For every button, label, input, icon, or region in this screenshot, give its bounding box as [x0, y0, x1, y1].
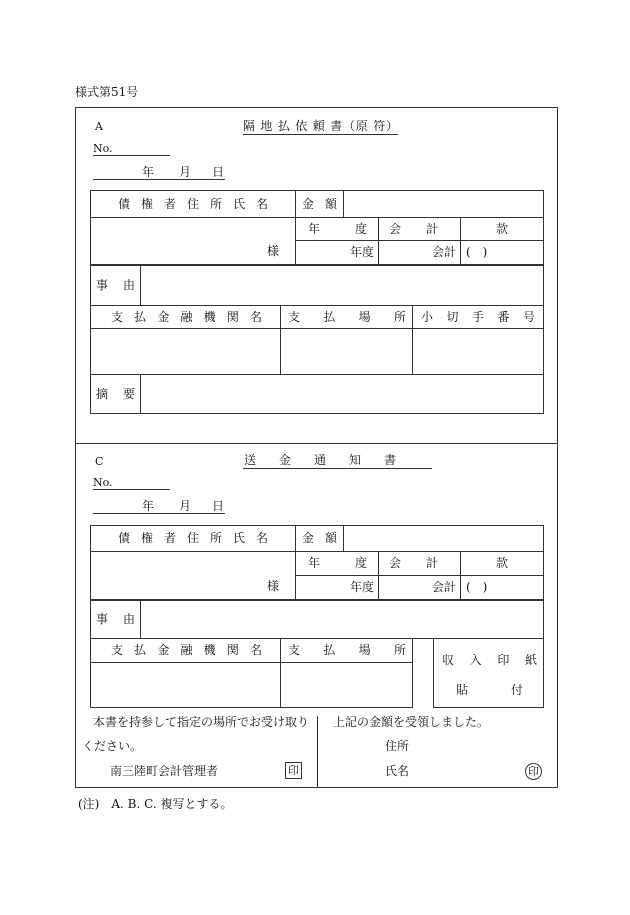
c-receipt-statement: 上記の金額を受領しました。	[333, 715, 490, 729]
a-date-line	[93, 165, 225, 180]
c-bank-value-cell	[90, 662, 281, 708]
a-check-number-value-cell	[412, 328, 544, 375]
a-place-header: 支 払 場 所	[280, 305, 413, 329]
c-creditor-name-cell	[90, 551, 296, 600]
c-honorific: 様	[267, 579, 280, 593]
a-date-month: 月	[179, 165, 192, 179]
a-title: 隔 地 払 依 頼 書（原 符）	[243, 119, 398, 133]
c-revenue-stamp-line2: 貼 付	[456, 683, 523, 697]
c-date-day: 日	[212, 499, 225, 513]
a-section-letter: A	[95, 120, 103, 133]
c-account-header: 会 計	[378, 551, 461, 576]
a-creditor-header: 債 権 者 住 所 氏 名	[90, 190, 296, 218]
c-amount-value-cell	[343, 525, 544, 552]
a-item-cell: ( )	[460, 240, 544, 265]
a-honorific: 様	[267, 244, 280, 258]
c-reason-label: 事 由	[90, 600, 141, 639]
c-fiscal-year-header: 年 度	[295, 551, 379, 576]
a-check-number-header: 小 切 手 番 号	[412, 305, 544, 329]
c-section-letter: C	[95, 455, 104, 468]
footnote: (注) A. B. C. 複写とする。	[78, 797, 233, 811]
c-date-month: 月	[179, 499, 192, 513]
a-summary-label: 摘 要	[90, 374, 141, 414]
a-account-header: 会 計	[378, 217, 461, 241]
a-fiscal-year-cell: 年度	[295, 240, 379, 265]
c-place-header: 支 払 場 所	[280, 638, 413, 663]
c-bottom-vertical-divider	[317, 716, 318, 787]
a-account-cell: 会計	[378, 240, 461, 265]
a-amount-label: 金 額	[295, 190, 344, 218]
a-creditor-name-cell	[90, 217, 296, 265]
a-amount-value-cell	[343, 190, 544, 218]
c-title: 送 金 通 知 書	[243, 453, 432, 469]
c-revenue-stamp-line1: 収 入 印 紙	[442, 653, 537, 667]
section-divider	[75, 443, 558, 444]
issuer-seal-icon: 印	[285, 762, 302, 779]
c-amount-label: 金 額	[295, 525, 344, 552]
c-place-value-cell	[280, 662, 413, 708]
a-no-label: No.	[93, 142, 170, 156]
recipient-seal-icon: 印	[525, 763, 542, 780]
c-instructions-line1: 本書を持参して指定の場所でお受け取り	[93, 715, 310, 729]
form-number: 様式第51号	[75, 85, 139, 99]
a-summary-value-cell	[140, 374, 544, 414]
c-date-line	[93, 499, 225, 514]
c-reason-value-cell	[140, 600, 544, 639]
c-date-year: 年	[142, 499, 155, 513]
c-no-label: No.	[93, 476, 170, 490]
c-instructions-line2: ください。	[82, 739, 143, 753]
c-issuer-name: 南三陸町会計管理者	[110, 764, 219, 778]
c-name-label: 氏名	[385, 764, 410, 778]
c-address-label: 住所	[385, 739, 410, 753]
a-item-header: 款	[460, 217, 544, 241]
c-fiscal-year-cell: 年度	[295, 575, 379, 600]
a-date-day: 日	[212, 165, 225, 179]
a-date-year: 年	[142, 165, 155, 179]
c-bank-header: 支 払 金 融 機 関 名	[90, 638, 281, 663]
a-fiscal-year-header: 年 度	[295, 217, 379, 241]
a-place-value-cell	[280, 328, 413, 375]
c-item-cell: ( )	[460, 575, 544, 600]
c-creditor-header: 債 権 者 住 所 氏 名	[90, 525, 296, 552]
a-reason-value-cell	[140, 265, 544, 306]
c-account-cell: 会計	[378, 575, 461, 600]
a-bank-value-cell	[90, 328, 281, 375]
c-item-header: 款	[460, 551, 544, 576]
a-bank-header: 支 払 金 融 機 関 名	[90, 305, 281, 329]
c-revenue-stamp-box	[433, 638, 544, 708]
a-reason-label: 事 由	[90, 265, 141, 306]
